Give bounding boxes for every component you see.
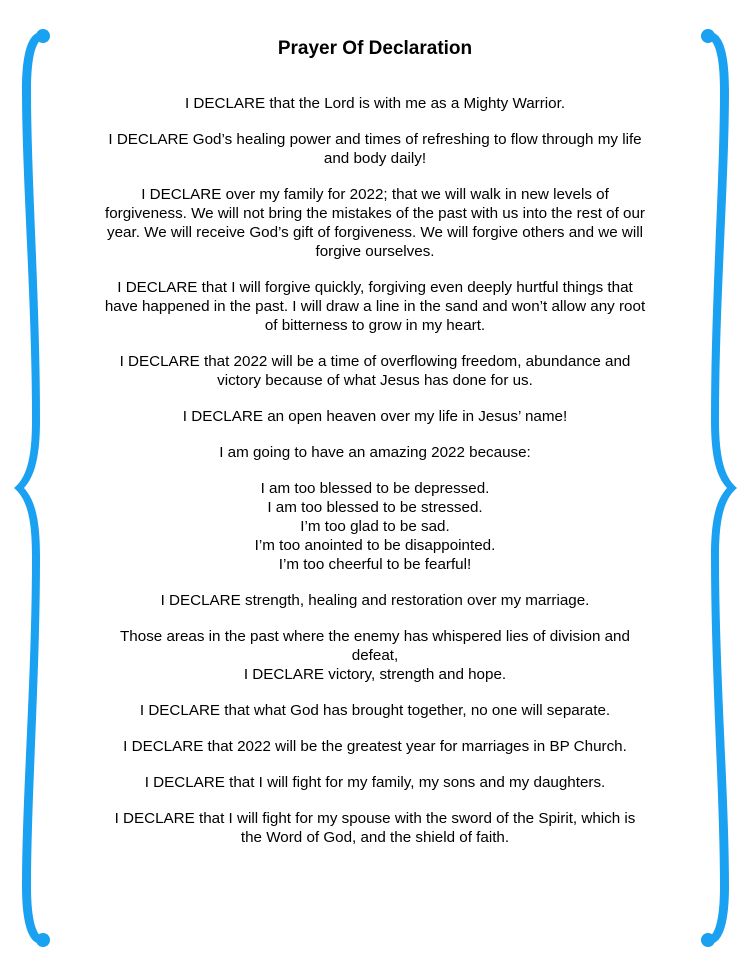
paragraph-line: have happened in the past. I will draw a line in the sand and won’t allow any root (104, 298, 646, 315)
paragraph-line: I’m too glad to be sad. (300, 518, 450, 535)
declaration-paragraph (80, 737, 670, 756)
declaration-paragraph (80, 352, 670, 390)
paragraph-line: I DECLARE that the Lord is with me as a Mighty Warrior. (184, 95, 566, 112)
paragraph-line: the Word of God, and the shield of faith. (240, 829, 510, 846)
paragraph-line: I am going to have an amazing 2022 because: (219, 444, 531, 461)
declaration-paragraph (80, 407, 670, 426)
paragraph-line: victory because of what Jesus has done for us. (217, 372, 533, 389)
paragraph-line: and body daily! (323, 150, 427, 167)
paragraph-line: I am too blessed to be stressed. (267, 499, 483, 516)
paragraph-line: I DECLARE that I will fight for my family, my sons and my daughters. (144, 774, 606, 791)
paragraph-line: I DECLARE that 2022 will be a time of overflowing freedom, abundance and (119, 353, 631, 370)
paragraph-line: year. We will receive God’s gift of forgiveness. We will forgive others and we will (106, 224, 643, 241)
paragraph-line: I’m too anointed to be disappointed. (254, 537, 496, 554)
paragraph-line: I DECLARE that I will forgive quickly, forgiving even deeply hurtful things that (117, 279, 633, 296)
paragraph-line: I’m too cheerful to be fearful! (278, 556, 472, 573)
paragraph-line: I DECLARE strength, healing and restoration over my marriage. (160, 592, 590, 609)
paragraph-line: I DECLARE that what God has brought together, no one will separate. (139, 702, 611, 719)
paragraph-line: I DECLARE an open heaven over my life in Jesus’ name! (182, 408, 568, 425)
left-curly-brace-ornament (0, 0, 60, 958)
declaration-paragraph (80, 130, 670, 168)
paragraph-line: defeat, (351, 647, 399, 664)
paragraph-line: of bitterness to grow in my heart. (264, 317, 486, 334)
declaration-document (80, 37, 670, 864)
declaration-paragraph (80, 479, 670, 574)
declaration-paragraph (80, 278, 670, 335)
declaration-paragraph (80, 809, 670, 847)
page-title: Prayer Of Declaration (277, 38, 473, 59)
declaration-paragraph (80, 701, 670, 720)
right-curly-brace-ornament (691, 0, 751, 958)
declaration-paragraph (80, 94, 670, 113)
paragraph-line: I DECLARE over my family for 2022; that we will walk in new levels of (141, 186, 609, 203)
declaration-paragraph (80, 591, 670, 610)
declaration-paragraph (80, 627, 670, 684)
declaration-paragraph (80, 773, 670, 792)
paragraph-line: forgiveness. We will not bring the mistakes of the past with us into the rest of our (105, 205, 645, 222)
paragraph-line: I DECLARE that I will fight for my spouse with the sword of the Spirit, which is (114, 810, 636, 827)
paragraph-line: I DECLARE victory, strength and hope. (243, 666, 507, 683)
declaration-body (80, 94, 670, 847)
paragraph-line: Those areas in the past where the enemy has whispered lies of division and (120, 628, 630, 645)
paragraph-line: I am too blessed to be depressed. (260, 480, 490, 497)
declaration-paragraph (80, 185, 670, 261)
paragraph-line: forgive ourselves. (315, 243, 435, 260)
paragraph-line: I DECLARE God’s healing power and times of refreshing to flow through my life (108, 131, 642, 148)
declaration-paragraph (80, 443, 670, 462)
paragraph-line: I DECLARE that 2022 will be the greatest year for marriages in BP Church. (123, 738, 627, 755)
